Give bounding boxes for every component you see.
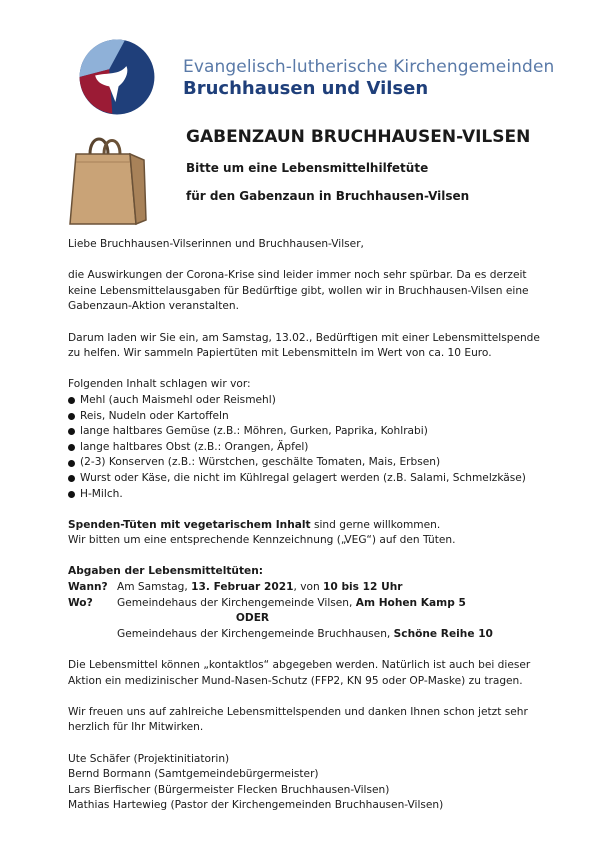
where-value-bruchhausen: Gemeindehaus der Kirchengemeinde Bruchhausen, Schöne Reihe 10 [117,627,493,640]
signature-line: Bernd Bormann (Samtgemeindebürgermeister) [68,768,319,781]
where-label: Wo? [68,596,93,609]
list-item: Reis, Nudeln oder Kartoffeln [68,409,548,425]
paper-bag-image [64,128,148,228]
or-separator: ODER [235,612,270,625]
subtitle-1: Bitte um eine Lebensmittelhilfetüte [186,161,429,175]
bullet-icon [68,397,75,404]
church-logo [78,38,156,116]
letter-body [68,237,548,814]
paragraph-thanks: Wir freuen uns auf zahlreiche Lebensmittelspenden und danken Ihnen schon jetzt sehr herzlich für Ihr Mitwirken. [68,705,528,734]
list-item: lange haltbares Gemüse (z.B.: Möhren, Gurken, Paprika, Kohlrabi) [68,424,548,440]
bullet-icon [68,444,75,451]
subtitle-2: für den Gabenzaun in Bruchhausen-Vilsen [186,189,470,203]
bullet-icon [68,475,75,482]
signature-line: Mathias Hartewieg (Pastor der Kirchengemeinden Bruchhausen-Vilsen) [68,799,444,812]
org-name-line1: Evangelisch-lutherische Kirchengemeinden [183,57,555,77]
vegetarian-note: Spenden-Tüten mit vegetarischem Inhalt sind gerne willkommen. [68,518,441,531]
list-item: lange haltbares Obst (z.B.: Orangen, Äpfel) [68,440,548,456]
drop-off-heading: Abgaben der Lebensmitteltüten: [68,565,263,578]
signature-line: Lars Bierfischer (Bürgermeister Flecken Bruchhausen-Vilsen) [68,783,390,796]
list-intro: Folgenden Inhalt schlagen wir vor: [68,378,251,391]
paragraph-contactless: Die Lebensmittel können „kontaktlos“ abgegeben werden. Natürlich ist auch bei dieser Aktion ein medizinischer Mund-Nasen-Schutz (FFP2, KN 95 oder OP-Maske) zu tragen. [68,659,531,687]
paragraph-invitation: Darum laden wir Sie ein, am Samstag, 13.02., Bedürftigen mit einer Lebensmittelspende zu helfen. Wir sammeln Papiertüten mit Lebensmitteln im Wert von ca. 10 Euro. [68,331,540,360]
paragraph-intro: die Auswirkungen der Corona-Krise sind leider immer noch sehr spürbar. Da es derzeit keine Lebensmittelausgaben für Bedürftige gibt, wollen wir in Bruchhausen-Vilsen eine Gabenzaun-Aktion veranstalten. [68,269,529,313]
list-item: H-Milch. [68,487,548,503]
page-title: GABENZAUN BRUCHHAUSEN-VILSEN [186,127,531,147]
list-item: Mehl (auch Maismehl oder Reismehl) [68,393,548,409]
signature-line: Ute Schäfer (Projektinitiatorin) [68,752,230,765]
where-value-vilsen: Gemeindehaus der Kirchengemeinde Vilsen, Am Hohen Kamp 5 [117,596,466,609]
list-item: (2-3) Konserven (z.B.: Würstchen, geschälte Tomaten, Mais, Erbsen) [68,455,548,471]
bullet-icon [68,460,75,467]
when-row [68,580,548,596]
bullet-icon [68,491,75,498]
where-row [68,596,548,612]
when-label: Wann? [68,581,108,594]
org-name-line2: Bruchhausen und Vilsen [183,78,429,99]
bullet-icon [68,413,75,420]
list-item: Wurst oder Käse, die nicht im Kühlregal gelagert werden (z.B. Salami, Schmelzkäse) [68,471,548,487]
salutation: Liebe Bruchhausen-Vilserinnen und Bruchhausen-Vilser, [68,238,364,250]
when-value: Am Samstag, 13. Februar 2021, von 10 bis 12 Uhr [117,581,403,594]
bullet-icon [68,428,75,435]
vegetarian-label-note: Wir bitten um eine entsprechende Kennzeichnung („VEG“) auf den Tüten. [68,534,456,547]
